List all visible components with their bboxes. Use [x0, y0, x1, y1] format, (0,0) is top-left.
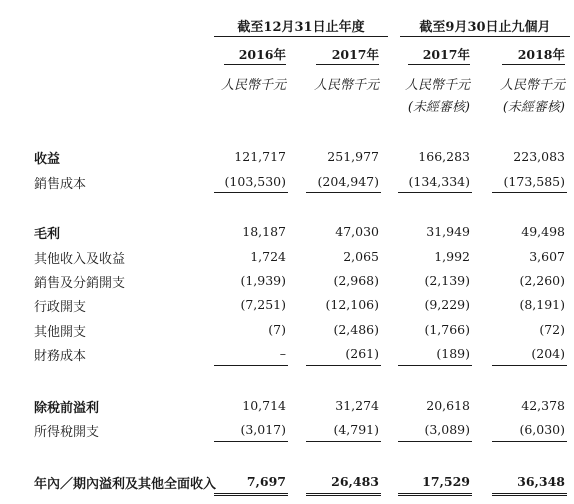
currency-unit-3: 人民幣千元	[404, 78, 470, 93]
income-tax-9m-2018: (6,030)	[519, 422, 565, 437]
group-header-rule-2	[400, 36, 570, 37]
other-income-2017: 2,065	[343, 249, 379, 264]
total-income-2017: 26,483	[331, 474, 379, 489]
currency-unit-2: 人民幣千元	[313, 78, 379, 93]
row-label-profit-before-tax: 除稅前溢利	[34, 401, 100, 416]
gross-profit-9m-2017: 31,949	[426, 224, 470, 239]
year-header-3: 2017年	[422, 47, 470, 62]
row-label-selling-expenses: 銷售及分銷開支	[34, 276, 126, 291]
finance-costs-9m-2018: (204)	[531, 346, 565, 361]
profit-before-tax-2017: 31,274	[335, 398, 379, 413]
year-header-1: 2016年	[238, 47, 286, 62]
subtotal-rule-1d	[492, 192, 567, 193]
other-expenses-9m-2018: (72)	[539, 322, 565, 337]
revenue-2016: 121,717	[234, 149, 286, 164]
cost-of-sales-9m-2017: (134,334)	[408, 174, 470, 189]
group-header-rule-1	[214, 36, 388, 37]
other-income-9m-2017: 1,992	[434, 249, 470, 264]
subtotal-rule-1b	[306, 192, 381, 193]
year-rule-1	[224, 64, 286, 65]
row-label-other-expenses: 其他開支	[34, 325, 87, 340]
total-double-rule-d	[492, 493, 567, 496]
row-label-other-income: 其他收入及收益	[34, 252, 126, 267]
currency-unit-1: 人民幣千元	[220, 78, 286, 93]
row-label-finance-costs: 財務成本	[34, 349, 87, 364]
finance-costs-2016: –	[279, 346, 286, 361]
admin-expenses-9m-2018: (8,191)	[519, 297, 565, 312]
unaudited-note-1: (未經審核)	[407, 100, 470, 115]
total-double-rule-a	[214, 493, 288, 496]
income-tax-2017: (4,791)	[333, 422, 379, 437]
finance-costs-9m-2017: (189)	[436, 346, 470, 361]
currency-unit-4: 人民幣千元	[499, 78, 565, 93]
revenue-9m-2018: 223,083	[513, 149, 565, 164]
gross-profit-2016: 18,187	[242, 224, 286, 239]
gross-profit-2017: 47,030	[335, 224, 379, 239]
profit-before-tax-9m-2017: 20,618	[426, 398, 470, 413]
total-income-9m-2018: 36,348	[517, 474, 565, 489]
total-double-rule-c	[398, 493, 472, 496]
subtotal-rule-2d	[492, 365, 567, 366]
other-income-9m-2018: 3,607	[529, 249, 565, 264]
profit-before-tax-2016: 10,714	[242, 398, 286, 413]
subtotal-rule-1c	[398, 192, 472, 193]
year-rule-4	[502, 64, 565, 65]
profit-before-tax-9m-2018: 42,378	[521, 398, 565, 413]
group-header-year-ended: 截至12月31日止年度	[237, 20, 365, 35]
subtotal-rule-3d	[492, 441, 567, 442]
income-tax-2016: (3,017)	[240, 422, 286, 437]
selling-expenses-9m-2017: (2,139)	[424, 273, 470, 288]
subtotal-rule-2a	[214, 365, 288, 366]
admin-expenses-2017: (12,106)	[325, 297, 379, 312]
selling-expenses-9m-2018: (2,260)	[519, 273, 565, 288]
subtotal-rule-2b	[306, 365, 381, 366]
other-expenses-2017: (2,486)	[333, 322, 379, 337]
cost-of-sales-2016: (103,530)	[224, 174, 286, 189]
admin-expenses-9m-2017: (9,229)	[424, 297, 470, 312]
row-label-revenue: 收益	[34, 152, 61, 167]
other-expenses-9m-2017: (1,766)	[424, 322, 470, 337]
row-label-total-comprehensive-income: 年內／期內溢利及其他全面收入	[34, 477, 217, 492]
admin-expenses-2016: (7,251)	[240, 297, 286, 312]
total-double-rule-b	[306, 493, 381, 496]
selling-expenses-2016: (1,939)	[240, 273, 286, 288]
row-label-admin-expenses: 行政開支	[34, 300, 87, 315]
row-label-income-tax: 所得稅開支	[34, 425, 100, 440]
cost-of-sales-9m-2018: (173,585)	[503, 174, 565, 189]
group-header-nine-months: 截至9月30日止九個月	[419, 20, 551, 35]
year-header-2: 2017年	[331, 47, 379, 62]
income-tax-9m-2017: (3,089)	[424, 422, 470, 437]
total-income-9m-2017: 17,529	[422, 474, 470, 489]
year-header-4: 2018年	[517, 47, 565, 62]
total-income-2016: 7,697	[246, 474, 286, 489]
row-label-gross-profit: 毛利	[34, 227, 61, 242]
finance-costs-2017: (261)	[345, 346, 379, 361]
subtotal-rule-3b	[306, 441, 381, 442]
gross-profit-9m-2018: 49,498	[521, 224, 565, 239]
other-expenses-2016: (7)	[268, 322, 286, 337]
subtotal-rule-3c	[398, 441, 472, 442]
cost-of-sales-2017: (204,947)	[317, 174, 379, 189]
subtotal-rule-3a	[214, 441, 288, 442]
unaudited-note-2: (未經審核)	[502, 100, 565, 115]
subtotal-rule-2c	[398, 365, 472, 366]
row-label-cost-of-sales: 銷售成本	[34, 177, 87, 192]
revenue-9m-2017: 166,283	[418, 149, 470, 164]
revenue-2017: 251,977	[327, 149, 379, 164]
year-rule-3	[408, 64, 470, 65]
selling-expenses-2017: (2,968)	[333, 273, 379, 288]
year-rule-2	[316, 64, 379, 65]
subtotal-rule-1a	[214, 192, 288, 193]
other-income-2016: 1,724	[250, 249, 286, 264]
